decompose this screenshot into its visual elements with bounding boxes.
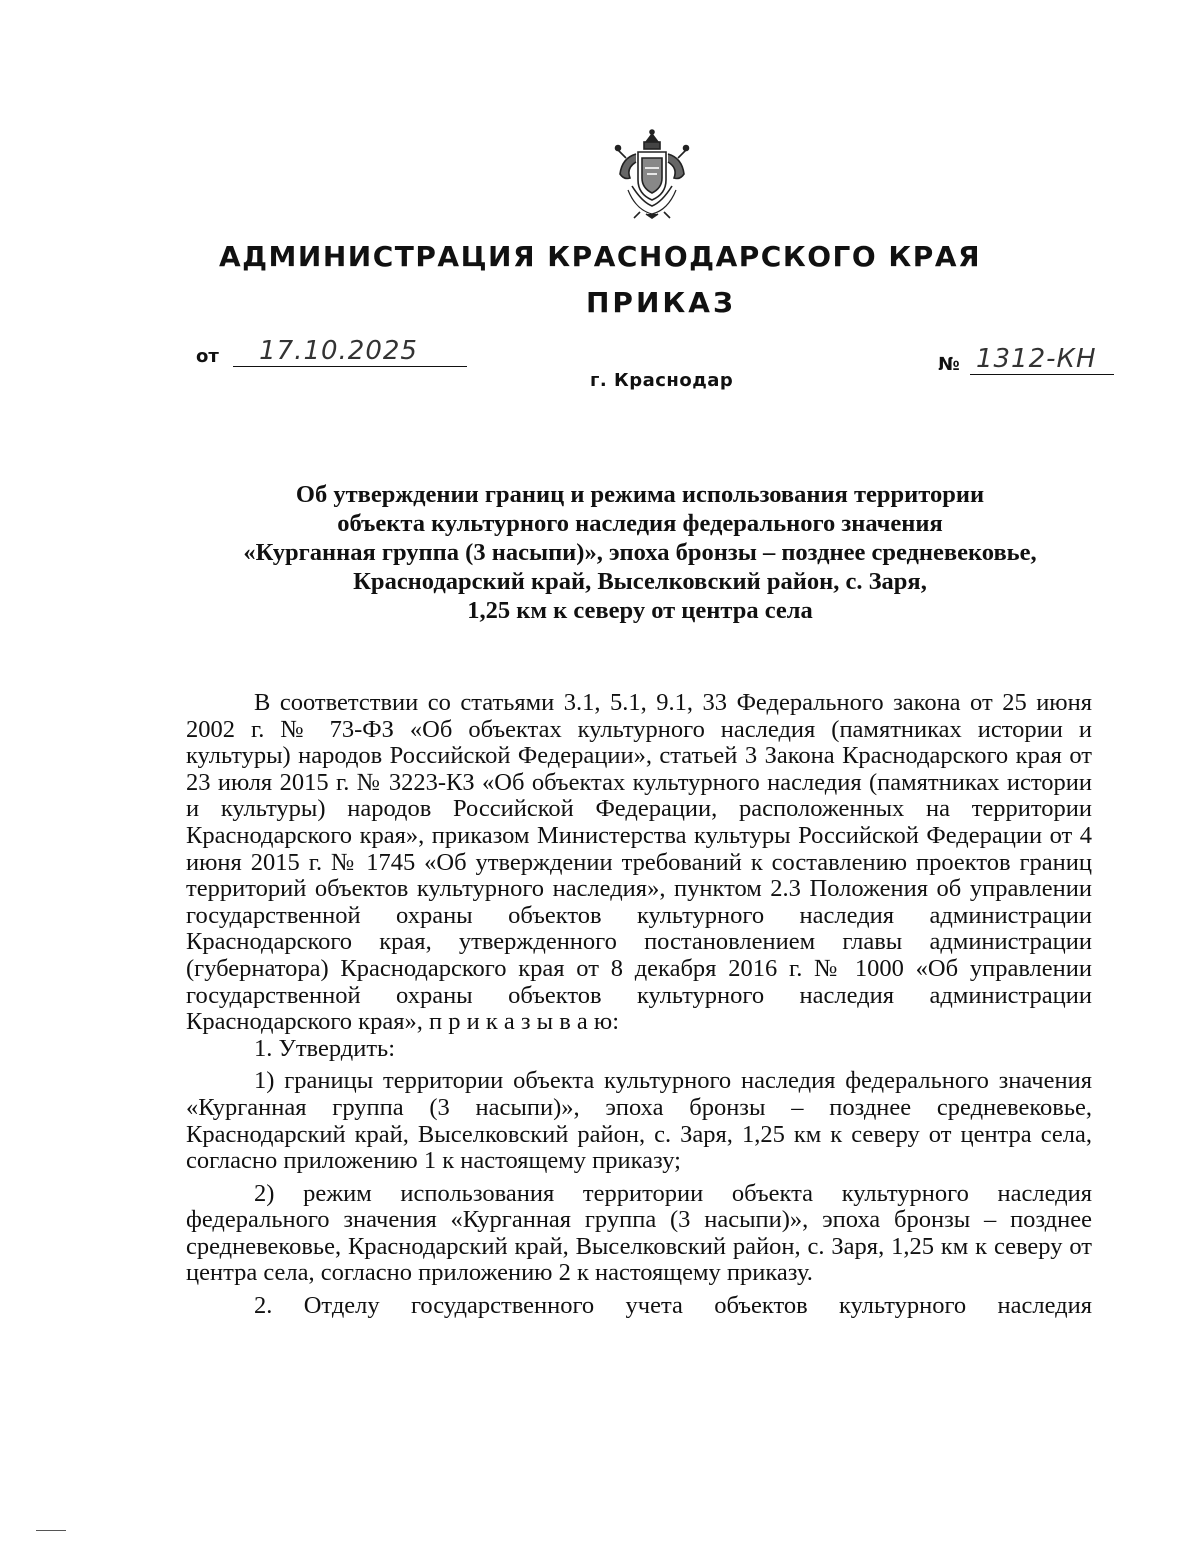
point-1-1: 1) границы территории объекта культурного наследия федерального значения «Курганная группа (3 насыпи)», эпоха бронзы – позднее средневековье, Краснодарский край, Выселковский район, с. Заря, 1,25 км к северу от центра села, согласно приложению 1 к настоящему приказу;	[186, 1067, 1092, 1175]
subject-line: Краснодарский край, Выселковский район, с. Заря,	[353, 568, 927, 595]
handwritten-date: 17.10.2025	[259, 336, 418, 366]
organization-title: АДМИНИСТРАЦИЯ КРАСНОДАРСКОГО КРАЯ	[218, 240, 982, 273]
subject-line: Об утверждении границ и режима использования территории	[295, 481, 985, 508]
date-prefix: от	[196, 346, 219, 367]
city-name: г. Краснодар	[590, 370, 734, 391]
date-field	[196, 336, 467, 367]
point-1: 1. Утвердить:	[254, 1034, 396, 1062]
point-2: 2. Отделу государственного учета объектов культурного наследия	[254, 1292, 1092, 1320]
coat-of-arms-icon	[612, 128, 692, 220]
handwritten-number: 1312-КН	[975, 344, 1097, 374]
date-underline	[233, 336, 467, 367]
order-subject	[190, 480, 1090, 625]
number-underline	[970, 344, 1114, 375]
document-type-title: ПРИКАЗ	[586, 286, 736, 319]
number-field	[938, 344, 1114, 375]
scan-edge-mark	[36, 1530, 66, 1531]
subject-line: 1,25 км к северу от центра села	[467, 597, 813, 624]
number-prefix: №	[938, 354, 960, 375]
subject-line: «Курганная группа (3 насыпи)», эпоха бронзы – позднее средневековье,	[243, 539, 1037, 566]
subject-line: объекта культурного наследия федерального значения	[337, 510, 943, 537]
order-body	[186, 690, 1092, 1320]
point-1-2: 2) режим использования территории объекта культурного наследия федерального значения «Курганная группа (3 насыпи)», эпоха бронзы – позднее средневековье, Краснодарский край, Выселковский район, с. Заря, 1,25 км к северу от центра села, согласно приложению 2 к настоящему приказу.	[186, 1179, 1092, 1287]
preamble-paragraph: В соответствии со статьями 3.1, 5.1, 9.1, 33 Федерального закона от 25 июня 2002 г. № 73-ФЗ «Об объектах культурного наследия (памятниках истории и культуры) народов Российской Федерации», статьей 3 Закона Краснодарского края от 23 июля 2015 г. № 3223-КЗ «Об объектах культурного наследия (памятниках истории и культуры) народов Российской Федерации, расположенных на территории Краснодарского края», приказом Министерства культуры Российской Федерации от 4 июня 2015 г. № 1745 «Об утверждении требований к составлению проектов границ территорий объектов культурного наследия», пунктом 2.3 Положения об управлении государственной охраны объектов культурного наследия администрации Краснодарского края, утвержденного постановлением главы администрации (губернатора) Краснодарского края от 8 декабря 2016 г. № 1000 «Об управлении государственной охраны объектов культурного наследия администрации Краснодарского края», п р и к а з ы в а ю:	[186, 689, 1092, 1036]
